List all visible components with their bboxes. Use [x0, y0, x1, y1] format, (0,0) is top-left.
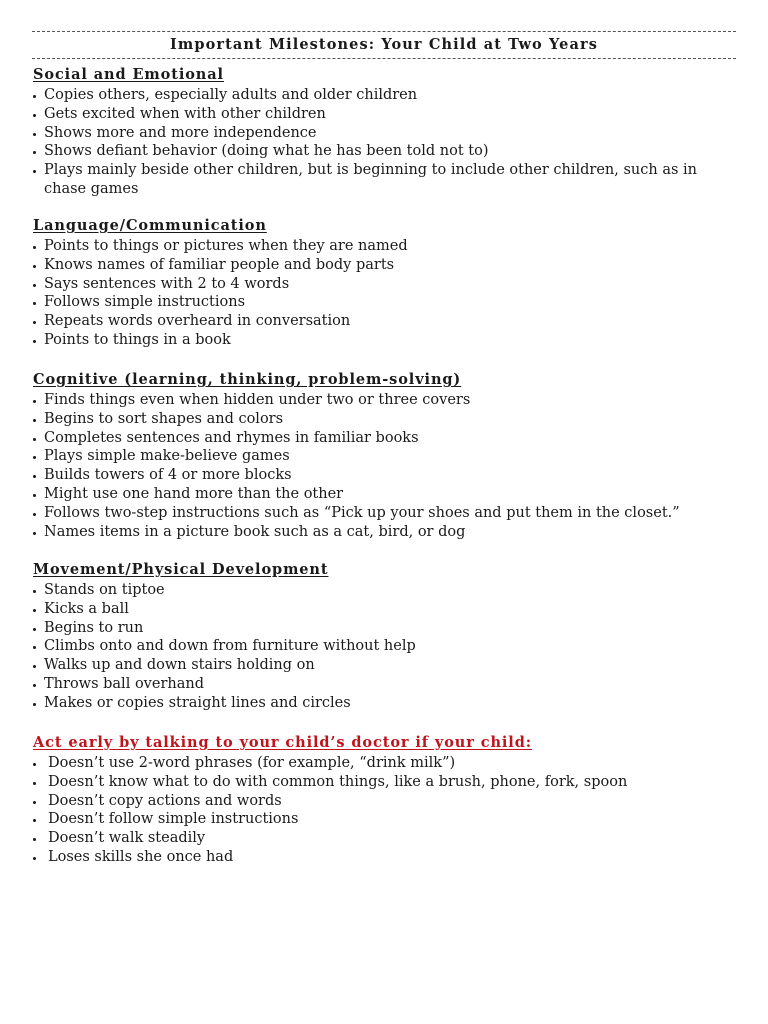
list-item: Builds towers of 4 or more blocks: [33, 466, 737, 485]
list-item: Copies others, especially adults and older children: [33, 86, 737, 105]
list-item: Doesn’t copy actions and words: [33, 792, 737, 811]
milestone-list: [33, 237, 737, 350]
list-item: Might use one hand more than the other: [33, 485, 737, 504]
list-item: Stands on tiptoe: [33, 581, 737, 600]
milestone-list: [33, 86, 737, 199]
list-item: Throws ball overhand: [33, 675, 737, 694]
list-item: Doesn’t follow simple instructions: [33, 810, 737, 829]
list-item: Shows defiant behavior (doing what he has been told not to): [33, 142, 737, 161]
section-act-early: [33, 733, 737, 867]
list-item: Names items in a picture book such as a cat, bird, or dog: [33, 523, 737, 542]
section-language-communication: [33, 216, 737, 350]
list-item: Begins to sort shapes and colors: [33, 410, 737, 429]
list-item: Makes or copies straight lines and circles: [33, 694, 737, 713]
section-movement-physical: [33, 560, 737, 713]
list-item: Doesn’t use 2-word phrases (for example, “drink milk”): [33, 754, 737, 773]
page-title: Important Milestones: Your Child at Two Years: [170, 36, 598, 53]
list-item: Shows more and more independence: [33, 124, 737, 143]
list-item: Gets excited when with other children: [33, 105, 737, 124]
section-heading: Cognitive (learning, thinking, problem-solving): [33, 371, 462, 388]
list-item: Plays simple make-believe games: [33, 447, 737, 466]
list-item: Begins to run: [33, 619, 737, 638]
list-item: Finds things even when hidden under two or three covers: [33, 391, 737, 410]
warning-heading: Act early by talking to your child’s doctor if your child:: [33, 734, 532, 751]
list-item: Says sentences with 2 to 4 words: [33, 275, 737, 294]
list-item: Follows simple instructions: [33, 293, 737, 312]
list-item: Kicks a ball: [33, 600, 737, 619]
list-item: Doesn’t know what to do with common things, like a brush, phone, fork, spoon: [33, 773, 737, 792]
section-heading: Movement/Physical Development: [33, 561, 329, 578]
section-social-emotional: [33, 65, 737, 199]
milestone-list: [33, 581, 737, 713]
milestone-list: [33, 391, 737, 541]
list-item: Points to things in a book: [33, 331, 737, 350]
list-item: Walks up and down stairs holding on: [33, 656, 737, 675]
list-item: Doesn’t walk steadily: [33, 829, 737, 848]
list-item: Plays mainly beside other children, but is beginning to include other children, such as in chase games: [33, 161, 737, 199]
list-item: Follows two-step instructions such as “Pick up your shoes and put them in the closet.”: [33, 504, 737, 523]
warning-list: [33, 754, 737, 867]
section-cognitive: [33, 370, 737, 541]
list-item: Loses skills she once had: [33, 848, 737, 867]
section-heading: Social and Emotional: [33, 66, 224, 83]
list-item: Points to things or pictures when they are named: [33, 237, 737, 256]
section-heading: Language/Communication: [33, 217, 267, 234]
list-item: Climbs onto and down from furniture without help: [33, 637, 737, 656]
list-item: Completes sentences and rhymes in familiar books: [33, 429, 737, 448]
list-item: Knows names of familiar people and body parts: [33, 256, 737, 275]
top-dashed-rule: [32, 31, 736, 32]
bottom-dashed-rule: [32, 58, 736, 59]
list-item: Repeats words overheard in conversation: [33, 312, 737, 331]
